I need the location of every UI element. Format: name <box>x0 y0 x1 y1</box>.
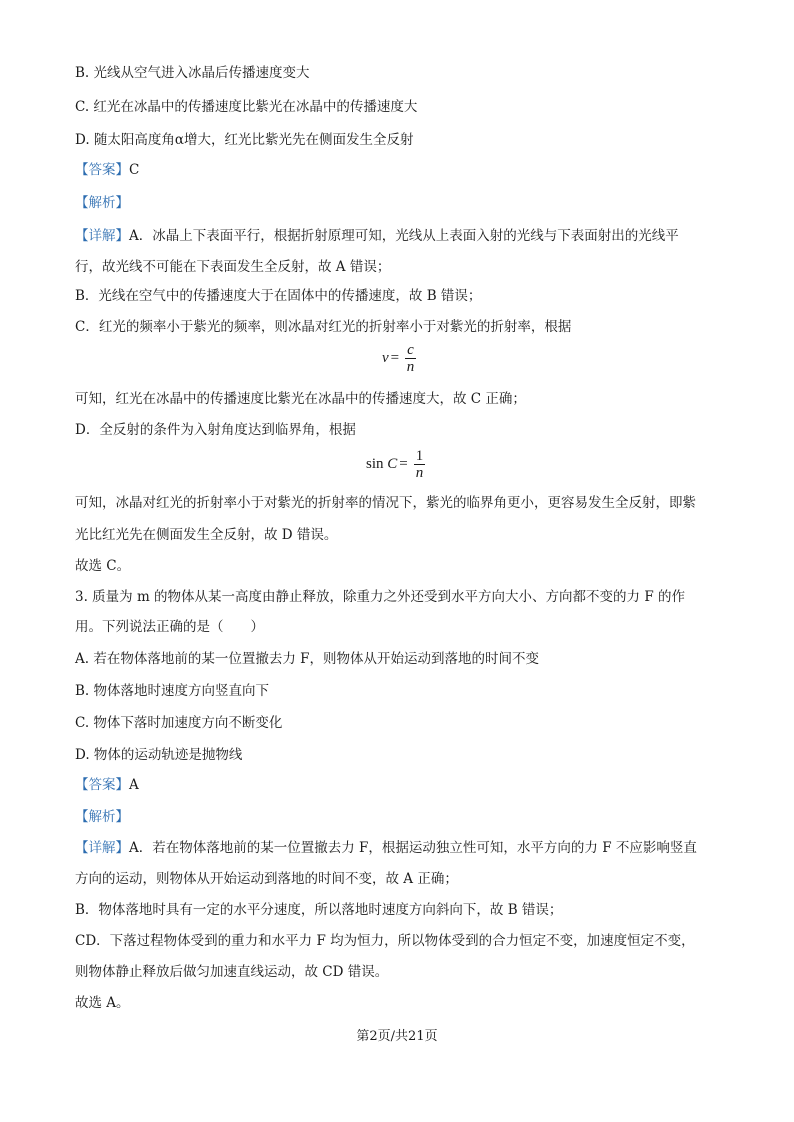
formula-numerator: 1 <box>415 448 424 464</box>
detail-line-6: D．全反射的条件为入射角度达到临界角，根据 <box>75 422 356 438</box>
answer-tag: 【答案】 <box>75 162 129 178</box>
formula-eq: = <box>399 456 408 472</box>
option-b: B. 光线从空气进入冰晶后传播速度变大 <box>75 65 310 81</box>
answer-tag: 【答案】 <box>75 777 129 793</box>
analysis-tag-text: 【解析】 <box>75 809 129 825</box>
formula-fraction <box>405 342 416 375</box>
page-footer: 第2页/共21页 <box>356 1029 438 1044</box>
detail-line-1 <box>75 227 679 245</box>
q3-detail-line-5: 则物体静止释放后做匀加速直线运动，故 CD 错误。 <box>75 964 389 980</box>
question-3-stem-1: 3. 质量为 m 的物体从某一高度由静止释放，除重力之外还受到水平方向大小、方向都不变的力 F 的作 <box>75 589 686 605</box>
q3-analysis-tag <box>75 808 129 826</box>
option-c: C. 红光在冰晶中的传播速度比紫光在冰晶中的传播速度大 <box>75 99 418 115</box>
formula-denominator: n <box>415 465 424 481</box>
formula-lhs: v <box>382 350 389 366</box>
answer-line <box>75 161 139 179</box>
analysis-tag-text: 【解析】 <box>75 195 129 211</box>
formula-lhs: C <box>387 456 398 472</box>
detail-line-3: B．光线在空气中的传播速度大于在固体中的传播速度，故 B 错误； <box>75 288 482 304</box>
formula-eq: = <box>390 350 400 366</box>
detail-text: A．若在物体落地前的某一位置撤去力 F，根据运动独立性可知，水平方向的力 F 不应影响竖直 <box>129 840 697 856</box>
q3-option-d: D. 物体的运动轨迹是抛物线 <box>75 747 243 763</box>
q3-option-b: B. 物体落地时速度方向竖直向下 <box>75 683 270 699</box>
q3-detail-line-1 <box>75 839 697 857</box>
detail-line-7: 可知，冰晶对红光的折射率小于对紫光的折射率的情况下，紫光的临界角更小，更容易发生全反射，即紫 <box>75 495 696 511</box>
answer-value: A <box>129 777 139 793</box>
q3-detail-line-3: B．物体落地时具有一定的水平分速度，所以落地时速度方向斜向下，故 B 错误； <box>75 902 563 918</box>
analysis-tag <box>75 194 129 212</box>
option-d: D. 随太阳高度角α增大，红光比紫光先在侧面发生全反射 <box>75 132 414 148</box>
conclusion-1: 故选 C。 <box>75 558 131 574</box>
q3-detail-line-2: 方向的运动，则物体从开始运动到落地的时间不变，故 A 正确； <box>75 871 458 887</box>
q3-detail-line-4: CD．下落过程物体受到的重力和水平力 F 均为恒力，所以物体受到的合力恒定不变，加速度恒定不变， <box>75 933 695 949</box>
q3-answer-line <box>75 776 139 794</box>
detail-line-5: 可知，红光在冰晶中的传播速度比紫光在冰晶中的传播速度大，故 C 正确； <box>75 391 526 407</box>
formula-velocity <box>382 342 416 375</box>
detail-tag: 【详解】 <box>75 228 129 244</box>
formula-fn: sin <box>366 456 384 472</box>
question-3-stem-2: 用。下列说法正确的是（ ） <box>75 619 264 635</box>
q3-option-c: C. 物体下落时加速度方向不断变化 <box>75 715 283 731</box>
formula-denominator: n <box>406 359 415 375</box>
answer-value: C <box>129 162 140 178</box>
formula-critical-angle <box>366 448 425 481</box>
formula-fraction <box>414 448 426 481</box>
detail-line-2: 行，故光线不可能在下表面发生全反射，故 A 错误； <box>75 259 391 275</box>
q3-option-a: A. 若在物体落地前的某一位置撤去力 F，则物体从开始运动到落地的时间不变 <box>75 651 539 667</box>
detail-tag: 【详解】 <box>75 840 129 856</box>
detail-text: A．冰晶上下表面平行，根据折射原理可知，光线从上表面入射的光线与下表面射出的光线平 <box>129 228 679 244</box>
detail-line-8: 光比红光先在侧面发生全反射，故 D 错误。 <box>75 527 338 543</box>
detail-line-4: C．红光的频率小于紫光的频率，则冰晶对红光的折射率小于对紫光的折射率，根据 <box>75 319 572 335</box>
conclusion-2: 故选 A。 <box>75 995 130 1011</box>
formula-numerator: c <box>407 342 414 358</box>
